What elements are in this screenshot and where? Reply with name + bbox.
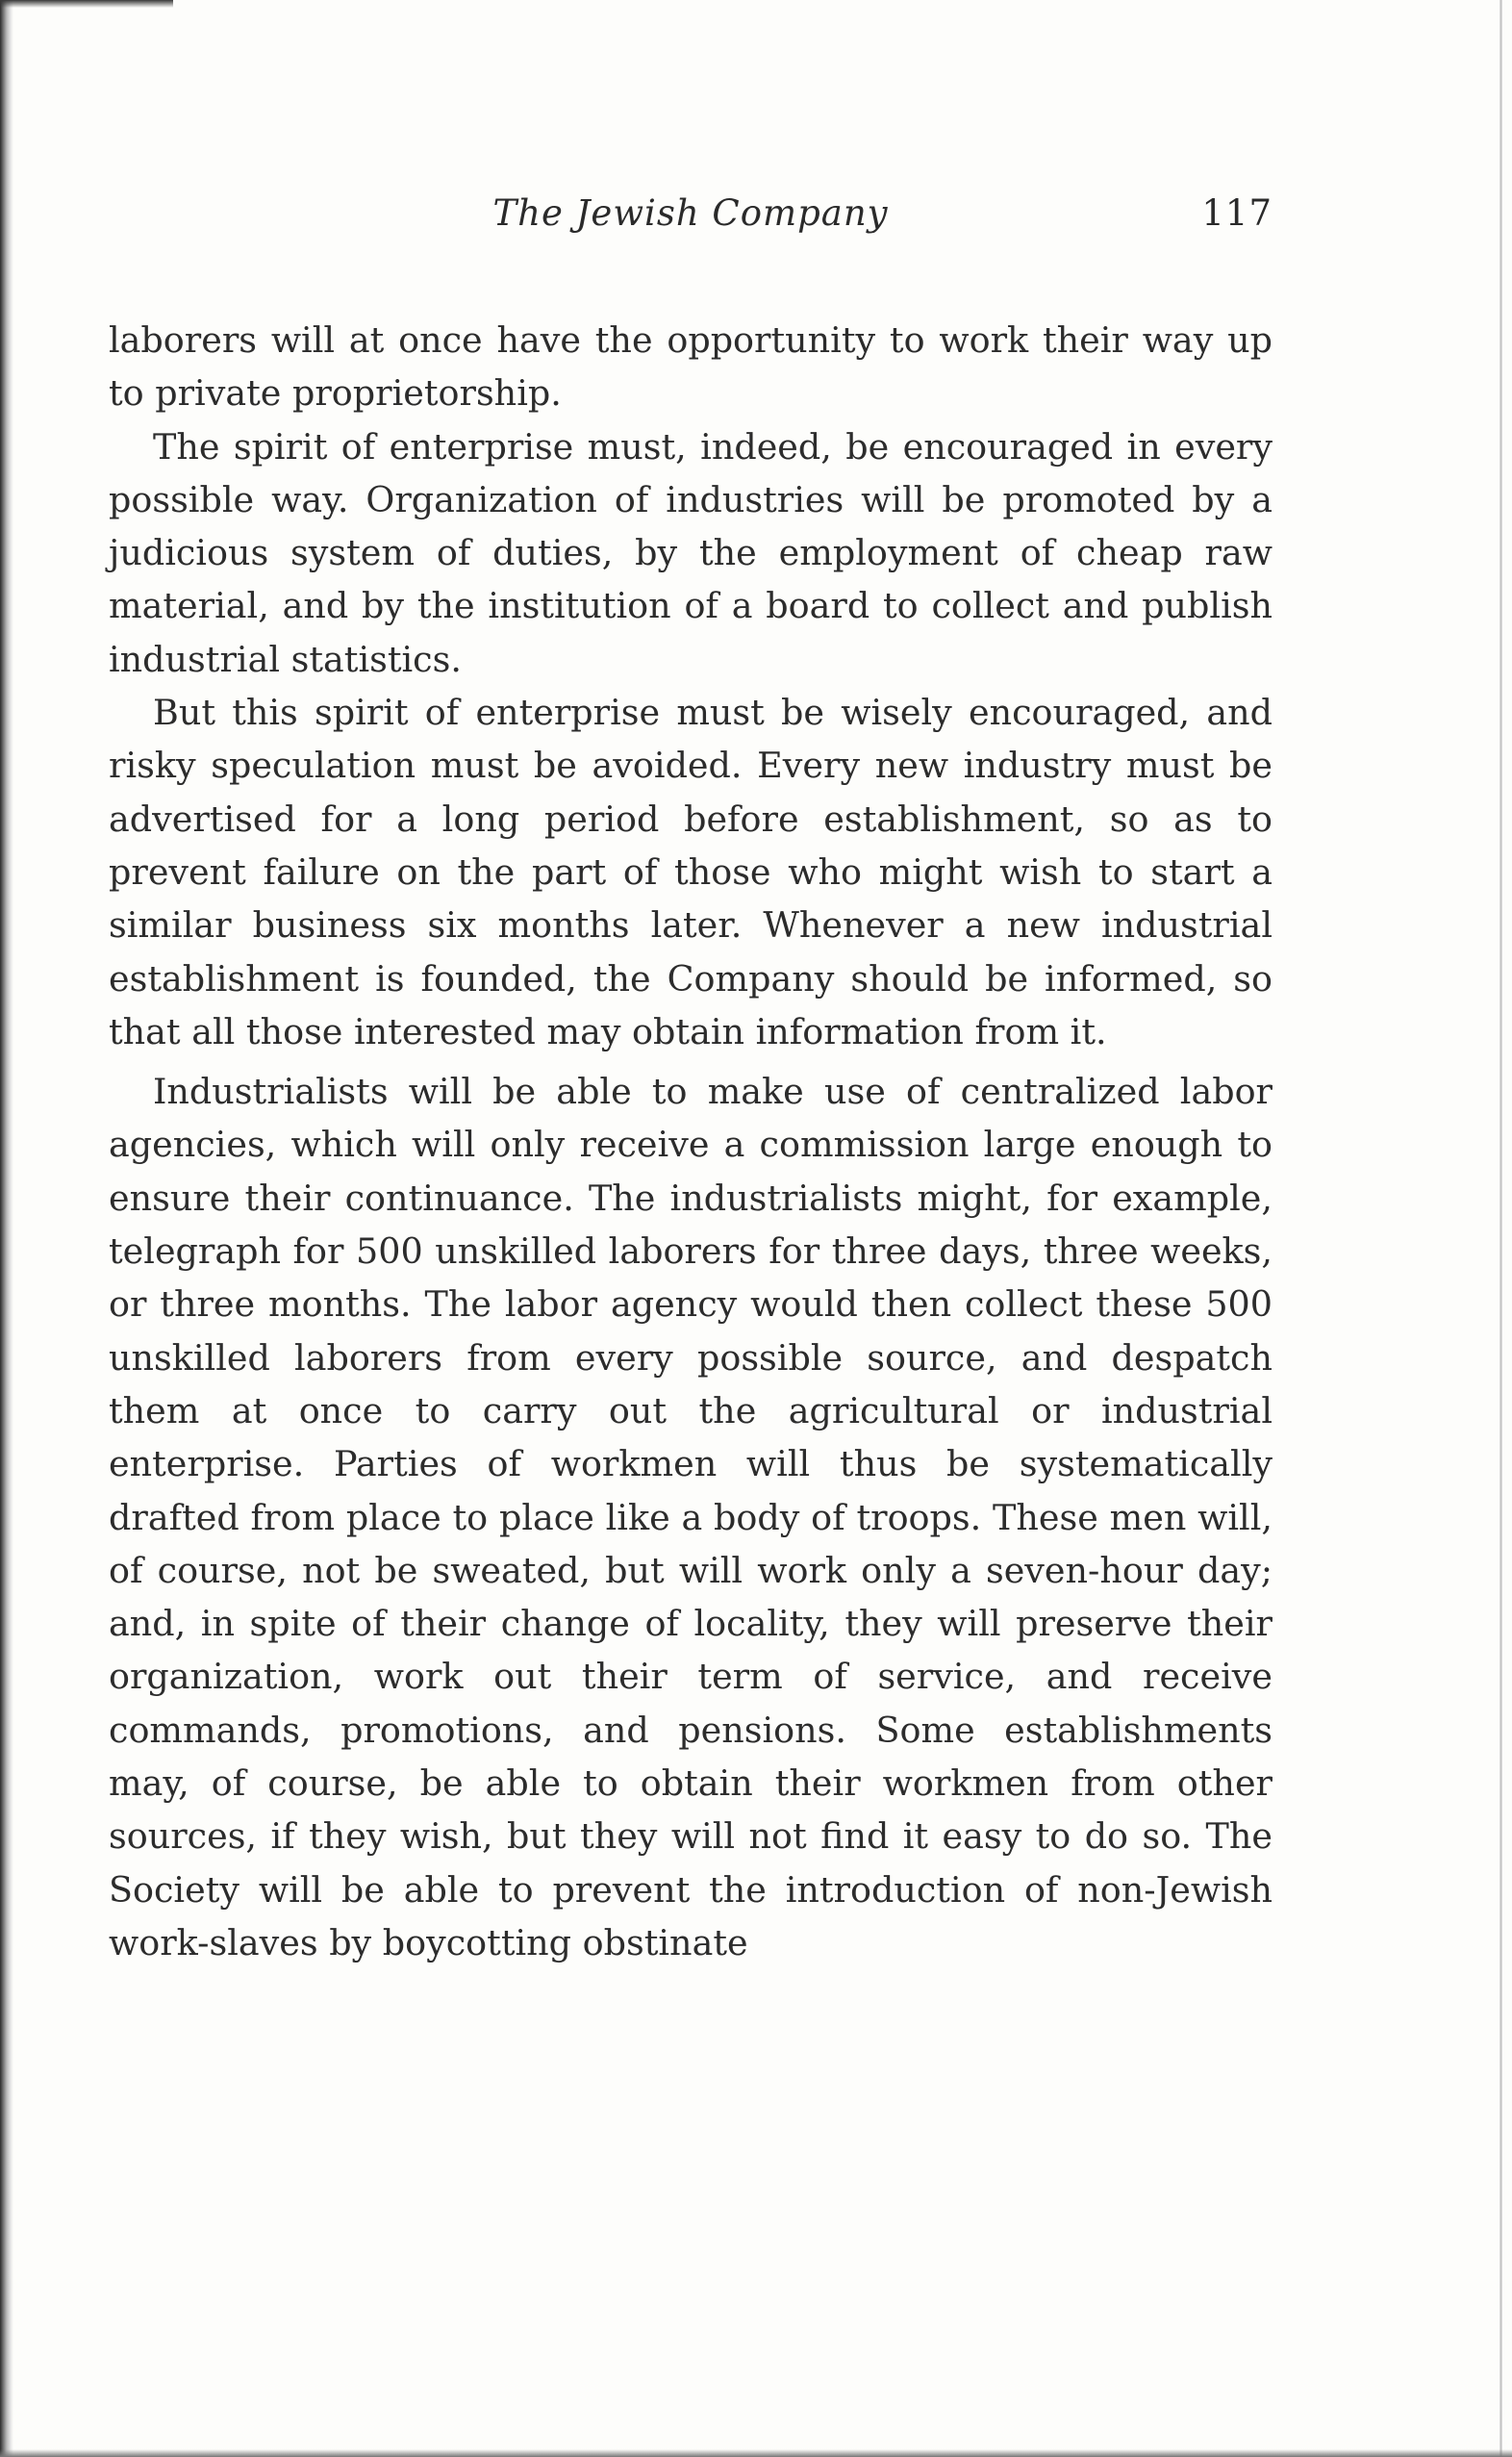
page-edge-bottom [0,2449,1512,2457]
paragraph: The spirit of enterprise must, indeed, be encouraged in every possible way. Organization of industries will be promoted by a judicious system of duties, by the employment of cheap raw material, and by the institution of a board to collect and publish industrial statistics. [109,425,1273,680]
body-text [109,314,1273,1969]
page-number: 117 [1201,192,1273,234]
binding-gutter [0,0,13,2457]
paragraph-continued: laborers will at once have the opportunity to work their way up to private proprietorship. [109,319,1273,415]
running-title: The Jewish Company [492,192,889,234]
running-head [109,192,1273,250]
paragraph: But this spirit of enterprise must be wisely encouraged, and risky speculation must be avoided. Every new industry must be advertised for a long period before establishment, so as to prevent failure on the part of those who might wish to start a similar business six months later. Whenever a new industrial establishment is founded, the Company should be informed, so that all those interested may obtain information from it. [109,692,1273,1052]
paragraph: Industrialists will be able to make use of centralized labor agencies, which will only receive a commission large enough to ensure their continuance. The industrialists might, for example, telegraph for 500 unskilled laborers for three days, three weeks, or three months. The labor agency would then collect these 500 unskilled laborers from every possible source, and despatch them at once to carry out the agricultural or industrial enterprise. Parties of workmen will thus be systematically drafted from place to place like a body of troops. These men will, of course, not be sweated, but will work only a seven-hour day; and, in spite of their change of locality, they will preserve their organization, work out their term of service, and receive commands, promotions, and pensions. Some establishments may, of course, be able to obtain their workmen from other sources, if they wish, but they will not find it easy to do so. The Society will be able to prevent the introduction of non-Jewish work-slaves by boycotting obstinate [109,1071,1273,1963]
binding-shadow-top [0,0,173,8]
page-edge-right [1499,0,1502,2457]
